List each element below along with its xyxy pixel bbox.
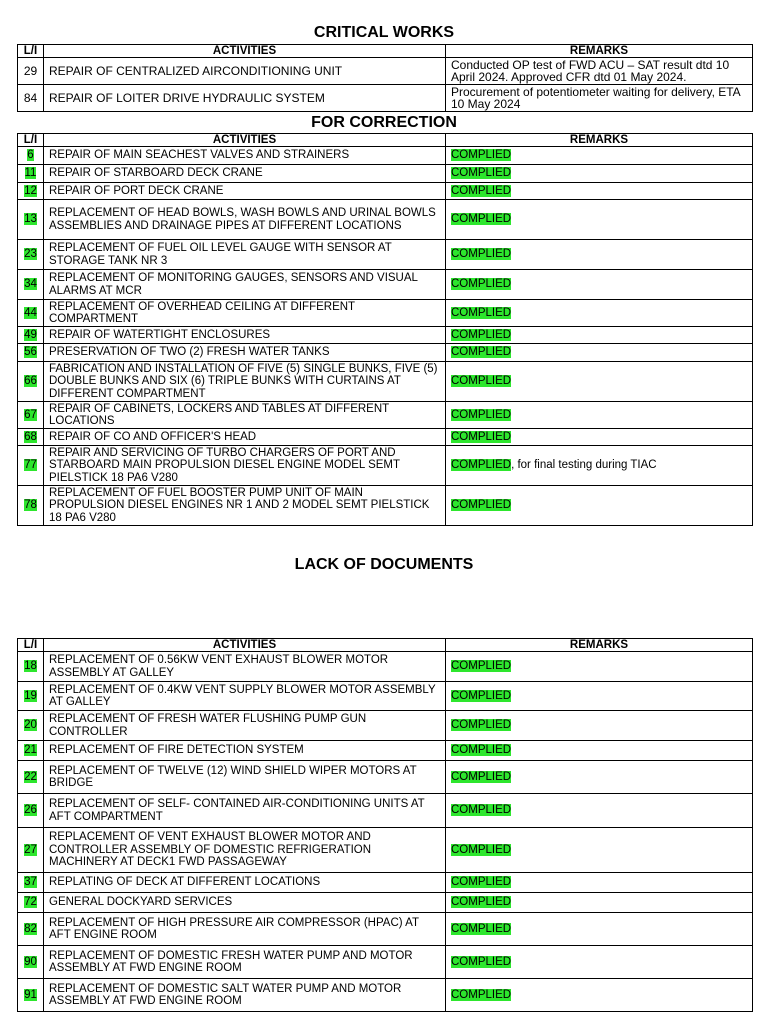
activity-text: REPLATING OF DECK AT DIFFERENT LOCATIONS [44, 873, 446, 893]
status-badge: COMPLIED [451, 689, 512, 702]
li-number: 49 [24, 328, 37, 341]
activity-text: REPLACEMENT OF SELF- CONTAINED AIR-CONDITIONING UNITS AT AFT COMPARTMENT [44, 794, 446, 828]
activity-text: REPAIR OF STARBOARD DECK CRANE [44, 165, 446, 183]
remark-text: Conducted OP test of FWD ACU – SAT result dtd 10 April 2024. Approved CFR dtd 01 May 2024. [446, 58, 753, 85]
table-row [18, 893, 753, 913]
remark-cell [446, 711, 753, 741]
activity-text: REPAIR OF LOITER DRIVE HYDRAULIC SYSTEM [44, 85, 446, 112]
li-number: 11 [24, 167, 37, 180]
li-number: 84 [18, 85, 44, 112]
li-cell [18, 913, 44, 946]
status-badge: COMPLIED [451, 660, 512, 673]
lack-of-documents-table [17, 638, 753, 1012]
remark-cell [446, 429, 753, 446]
li-number: 22 [24, 770, 37, 783]
table-row [18, 183, 753, 200]
li-number: 56 [24, 346, 37, 359]
li-cell [18, 240, 44, 270]
li-number: 72 [24, 896, 37, 909]
activity-text: REPLACEMENT OF HIGH PRESSURE AIR COMPRESSOR (HPAC) AT AFT ENGINE ROOM [44, 913, 446, 946]
activity-text: REPLACEMENT OF TWELVE (12) WIND SHIELD WIPER MOTORS AT BRIDGE [44, 761, 446, 794]
activity-text: FABRICATION AND INSTALLATION OF FIVE (5) SINGLE BUNKS, FIVE (5) DOUBLE BUNKS AND SIX (6) TRIPLE BUNKS WITH CURTAINS AT DIFFERENT COMPARTMENT [44, 362, 446, 402]
activity-text: REPLACEMENT OF FUEL BOOSTER PUMP UNIT OF MAIN PROPULSION DIESEL ENGINES NR 1 AND 2 MODEL SEMT PIELSTICK 18 PA6 V280 [44, 486, 446, 526]
status-badge: COMPLIED [451, 955, 512, 968]
table-row [18, 828, 753, 873]
li-number: 91 [24, 988, 37, 1001]
li-number: 19 [24, 689, 37, 702]
remark-cell [446, 402, 753, 429]
table-row [18, 794, 753, 828]
activity-text: REPLACEMENT OF FUEL OIL LEVEL GAUGE WITH SENSOR AT STORAGE TANK NR 3 [44, 240, 446, 270]
li-number: 29 [18, 58, 44, 85]
li-cell [18, 183, 44, 200]
activity-text: REPLACEMENT OF VENT EXHAUST BLOWER MOTOR AND CONTROLLER ASSEMBLY OF DOMESTIC REFRIGERATION MACHINERY AT DECK1 FWD PASSAGEWAY [44, 828, 446, 873]
activity-text: REPLACEMENT OF FRESH WATER FLUSHING PUMP GUN CONTROLLER [44, 711, 446, 741]
li-number: 18 [24, 660, 37, 673]
status-badge: COMPLIED [451, 408, 512, 421]
remark-cell [446, 446, 753, 486]
remark-cell [446, 240, 753, 270]
remark-cell [446, 979, 753, 1012]
critical-works-title: CRITICAL WORKS [313, 24, 455, 41]
status-badge: COMPLIED [451, 499, 512, 512]
li-number: 23 [24, 248, 37, 261]
table-row [18, 362, 753, 402]
activity-text: REPLACEMENT OF FIRE DETECTION SYSTEM [44, 741, 446, 761]
status-badge: COMPLIED [451, 922, 512, 935]
activity-text: GENERAL DOCKYARD SERVICES [44, 893, 446, 913]
remark-cell [446, 946, 753, 979]
status-badge: COMPLIED [451, 876, 512, 889]
li-number: 82 [24, 922, 37, 935]
remark-cell [446, 741, 753, 761]
remark-cell [446, 270, 753, 300]
li-cell [18, 300, 44, 327]
status-badge: COMPLIED [451, 328, 512, 341]
table-header-row [18, 639, 753, 652]
li-cell [18, 741, 44, 761]
remark-cell [446, 794, 753, 828]
remark-note: , for final testing during TIAC [511, 459, 657, 472]
status-badge: COMPLIED [451, 375, 512, 388]
table-row [18, 344, 753, 362]
status-badge: COMPLIED [451, 149, 512, 162]
li-cell [18, 147, 44, 165]
li-cell [18, 344, 44, 362]
activity-text: REPAIR OF CO AND OFFICER'S HEAD [44, 429, 446, 446]
table-row [18, 682, 753, 711]
table-row [18, 327, 753, 344]
table-row [18, 741, 753, 761]
li-cell [18, 711, 44, 741]
lack-of-documents-title: LACK OF DOCUMENTS [294, 556, 474, 573]
activity-text: REPLACEMENT OF DOMESTIC SALT WATER PUMP AND MOTOR ASSEMBLY AT FWD ENGINE ROOM [44, 979, 446, 1012]
table-row [18, 946, 753, 979]
li-cell [18, 946, 44, 979]
table-row [18, 486, 753, 526]
remark-cell [446, 300, 753, 327]
li-number: 6 [27, 149, 34, 162]
activity-text: REPLACEMENT OF 0.4KW VENT SUPPLY BLOWER MOTOR ASSEMBLY AT GALLEY [44, 682, 446, 711]
table-row [18, 873, 753, 893]
remarks-header: REMARKS [446, 639, 753, 652]
li-number: 26 [24, 804, 37, 817]
status-badge: COMPLIED [451, 213, 512, 226]
remarks-header: REMARKS [446, 134, 753, 147]
remark-cell [446, 486, 753, 526]
li-cell [18, 362, 44, 402]
table-row [18, 652, 753, 682]
remark-cell [446, 147, 753, 165]
li-cell [18, 327, 44, 344]
li-number: 34 [24, 278, 37, 291]
activity-text: REPLACEMENT OF DOMESTIC FRESH WATER PUMP AND MOTOR ASSEMBLY AT FWD ENGINE ROOM [44, 946, 446, 979]
li-cell [18, 682, 44, 711]
remark-cell [446, 828, 753, 873]
activity-text: REPAIR AND SERVICING OF TURBO CHARGERS OF PORT AND STARBOARD MAIN PROPULSION DIESEL ENGINE MODEL SEMT PIELSTICK 18 PA6 V280 [44, 446, 446, 486]
remark-cell [446, 327, 753, 344]
activities-header: ACTIVITIES [44, 639, 446, 652]
li-number: 78 [24, 499, 37, 512]
critical-works-table [17, 44, 753, 112]
activity-text: REPAIR OF WATERTIGHT ENCLOSURES [44, 327, 446, 344]
li-cell [18, 200, 44, 240]
li-number: 13 [24, 213, 37, 226]
li-cell [18, 402, 44, 429]
status-badge: COMPLIED [451, 896, 512, 909]
li-number: 20 [24, 719, 37, 732]
li-number: 66 [24, 375, 37, 388]
remark-cell [446, 893, 753, 913]
for-correction-rows [18, 147, 753, 526]
li-cell [18, 652, 44, 682]
activity-text: REPAIR OF MAIN SEACHEST VALVES AND STRAINERS [44, 147, 446, 165]
li-cell [18, 446, 44, 486]
li-number: 37 [24, 876, 37, 889]
li-cell [18, 828, 44, 873]
status-badge: COMPLIED [451, 988, 512, 1001]
table-row [18, 85, 753, 112]
status-badge: COMPLIED [451, 744, 512, 757]
table-row [18, 711, 753, 741]
remark-cell [446, 362, 753, 402]
activity-text: REPLACEMENT OF MONITORING GAUGES, SENSORS AND VISUAL ALARMS AT MCR [44, 270, 446, 300]
remark-cell [446, 344, 753, 362]
status-badge: COMPLIED [451, 278, 512, 291]
remarks-header: REMARKS [446, 45, 753, 58]
table-row [18, 240, 753, 270]
li-header: L/I [18, 639, 44, 652]
activity-text: REPLACEMENT OF OVERHEAD CEILING AT DIFFERENT COMPARTMENT [44, 300, 446, 327]
li-number: 12 [24, 184, 37, 197]
remark-cell [446, 873, 753, 893]
table-row [18, 979, 753, 1012]
status-badge: COMPLIED [451, 167, 512, 180]
table-row [18, 913, 753, 946]
li-cell [18, 794, 44, 828]
li-number: 27 [24, 843, 37, 856]
li-cell [18, 165, 44, 183]
status-badge: COMPLIED [451, 843, 512, 856]
activities-header: ACTIVITIES [44, 134, 446, 147]
li-cell [18, 429, 44, 446]
activity-text: PRESERVATION OF TWO (2) FRESH WATER TANKS [44, 344, 446, 362]
status-badge: COMPLIED [451, 346, 512, 359]
table-row [18, 200, 753, 240]
li-cell [18, 761, 44, 794]
li-header: L/I [18, 134, 44, 147]
activity-text: REPAIR OF CENTRALIZED AIRCONDITIONING UNIT [44, 58, 446, 85]
li-number: 67 [24, 408, 37, 421]
remark-cell [446, 183, 753, 200]
remark-cell [446, 652, 753, 682]
activity-text: REPAIR OF PORT DECK CRANE [44, 183, 446, 200]
for-correction-title: FOR CORRECTION [311, 114, 457, 131]
table-row [18, 402, 753, 429]
remark-cell [446, 165, 753, 183]
remark-cell [446, 913, 753, 946]
table-row [18, 58, 753, 85]
table-row [18, 446, 753, 486]
for-correction-table [17, 133, 753, 526]
lack-of-documents-rows [18, 652, 753, 1012]
status-badge: COMPLIED [451, 248, 512, 261]
li-number: 77 [24, 459, 37, 472]
status-badge: COMPLIED [451, 430, 512, 443]
remark-text: Procurement of potentiometer waiting for delivery, ETA 10 May 2024 [446, 85, 753, 112]
activity-text: REPAIR OF CABINETS, LOCKERS AND TABLES AT DIFFERENT LOCATIONS [44, 402, 446, 429]
status-badge: COMPLIED [451, 770, 512, 783]
table-row [18, 147, 753, 165]
li-number: 21 [24, 744, 37, 757]
status-badge: COMPLIED [451, 719, 512, 732]
table-row [18, 429, 753, 446]
remark-cell [446, 761, 753, 794]
li-header: L/I [18, 45, 44, 58]
status-badge: COMPLIED [451, 804, 512, 817]
table-row [18, 165, 753, 183]
table-row [18, 761, 753, 794]
table-header-row [18, 45, 753, 58]
li-cell [18, 979, 44, 1012]
activities-header: ACTIVITIES [44, 45, 446, 58]
li-number: 68 [24, 430, 37, 443]
status-badge: COMPLIED [451, 184, 512, 197]
table-row [18, 270, 753, 300]
li-cell [18, 486, 44, 526]
li-cell [18, 270, 44, 300]
remark-cell [446, 682, 753, 711]
remark-cell [446, 200, 753, 240]
li-number: 90 [24, 955, 37, 968]
status-badge: COMPLIED [451, 306, 512, 319]
activity-text: REPLACEMENT OF 0.56KW VENT EXHAUST BLOWER MOTOR ASSEMBLY AT GALLEY [44, 652, 446, 682]
activity-text: REPLACEMENT OF HEAD BOWLS, WASH BOWLS AND URINAL BOWLS ASSEMBLIES AND DRAINAGE PIPES AT DIFFERENT LOCATIONS [44, 200, 446, 240]
li-cell [18, 893, 44, 913]
table-row [18, 300, 753, 327]
li-cell [18, 873, 44, 893]
li-number: 44 [24, 306, 37, 319]
status-badge: COMPLIED [451, 459, 512, 472]
table-header-row [18, 134, 753, 147]
